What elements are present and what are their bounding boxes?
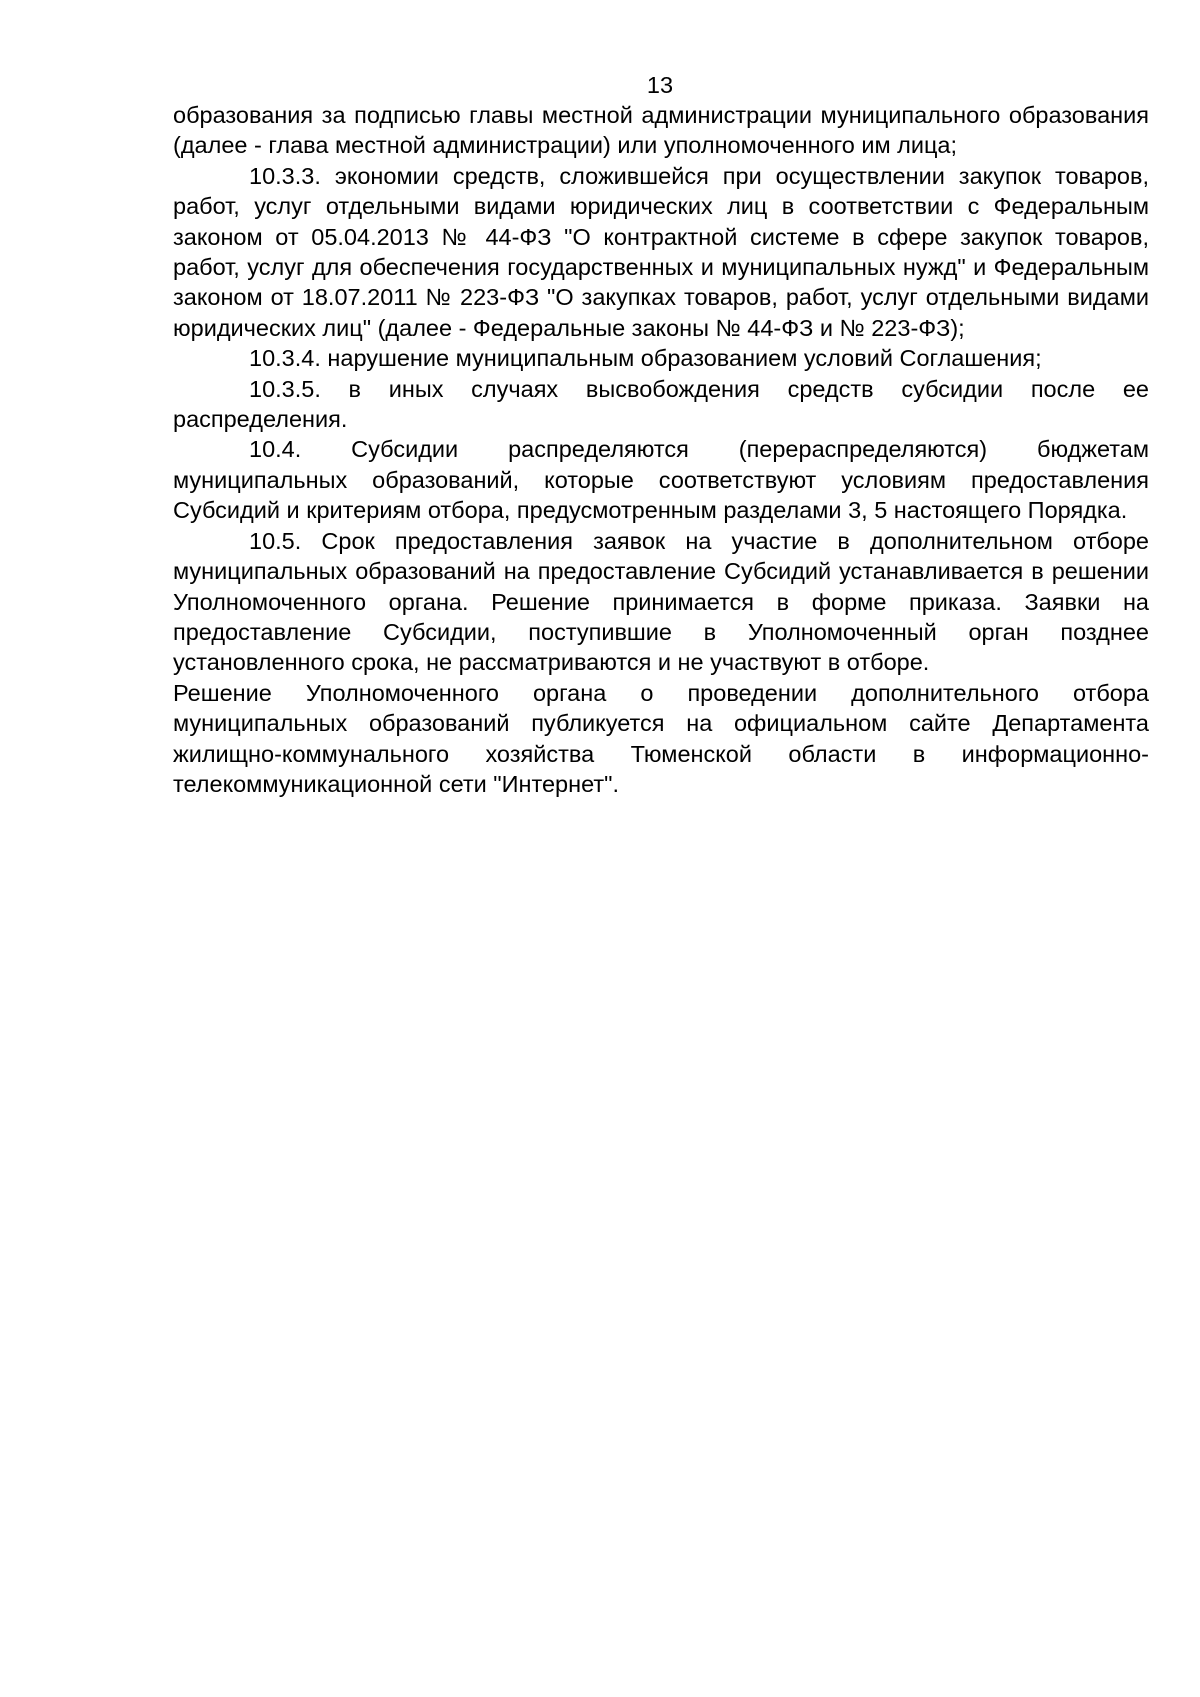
paragraph-continuation: образования за подписью главы местной администрации муниципального образования (далее - глава местной администрации) или уполномоченного им лица;: [173, 102, 1149, 159]
document-body: [173, 100, 1149, 799]
paragraph-10-3-4: 10.3.4. нарушение муниципальным образованием условий Соглашения;: [249, 345, 1042, 372]
paragraph-10-3-5: 10.3.5. в иных случаях высвобождения средств субсидии после ее распределения.: [173, 375, 1149, 433]
paragraph-decision-publication: Решение Уполномоченного органа о проведении дополнительного отбора муниципальных образований публикуется на официальном сайте Департамента жилищно-коммунального хозяйства Тюменской области в информационно-телекоммуникационной сети "Интернет".: [173, 679, 1149, 797]
page-number: 13: [646, 72, 674, 98]
paragraph-10-3-3: 10.3.3. экономии средств, сложившейся при осуществлении закупок товаров, работ, услуг отдельными видами юридических лиц в соответствии с Федеральным законом от 05.04.2013 № 44-ФЗ "О контрактной системе в сфере закупок товаров, работ, услуг для обеспечения государственных и муниципальных нужд" и Федеральным законом от 18.07.2011 № 223-ФЗ "О закупках товаров, работ, услуг отдельными видами юридических лиц" (далее - Федеральные законы № 44-ФЗ и № 223-ФЗ);: [173, 162, 1149, 341]
paragraph-10-5: 10.5. Срок предоставления заявок на участие в дополнительном отборе муниципальных образований на предоставление Субсидий устанавливается в решении Уполномоченного органа. Решение принимается в форме приказа. Заявки на предоставление Субсидии, поступившие в Уполномоченный орган позднее установленного срока, не рассматриваются и не участвуют в отборе.: [173, 527, 1149, 676]
paragraph-10-4: 10.4. Субсидии распределяются (перераспределяются) бюджетам муниципальных образований, которые соответствуют условиям предоставления Субсидий и критериям отбора, предусмотренным разделами 3, 5 настоящего Порядка.: [173, 436, 1149, 524]
